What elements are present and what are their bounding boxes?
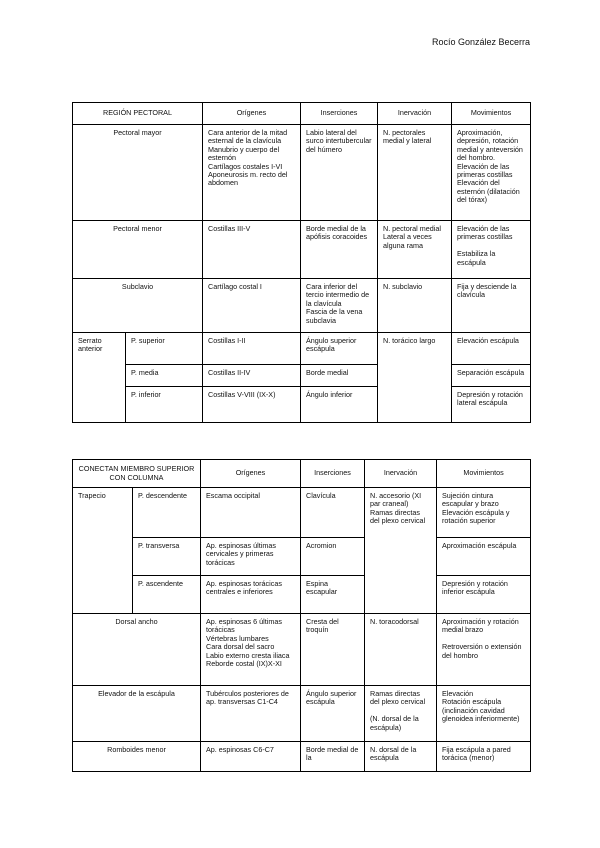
table-row [73,488,531,538]
table-row [73,614,531,686]
pectoral-region-table [72,102,531,423]
table-row [73,387,531,423]
insercion-cell: Ángulo superior escápula [301,686,365,742]
movimiento-cell: Elevación Rotación escápula (inclinación cavidad glenoidea inferiormente) [437,686,531,742]
header-origenes: Orígenes [203,103,301,125]
insercion-cell: Borde medial de la apófisis coracoides [301,221,378,279]
insercion-cell: Espina escapular [301,576,365,614]
insercion-cell: Ángulo superior escápula [301,333,378,365]
movimiento-cell: Elevación de las primeras costillas Estabiliza la escápula [452,221,531,279]
movimiento-cell: Separación escápula [452,365,531,387]
muscle-name: Pectoral menor [73,221,203,279]
part-name: P. superior [126,333,203,365]
muscle-name: Pectoral mayor [73,125,203,221]
origen-cell: Ap. espinosas C6-C7 [201,742,301,772]
header-inserciones: Inserciones [301,460,365,488]
author-name: Rocío González Becerra [431,37,530,47]
movimiento-cell: Aproximación, depresión, rotación medial y anteversión del hombro. Elevación de las primeras costillas Elevación del esternón (dilatación del tórax) [452,125,531,221]
muscle-name: Subclavio [73,279,203,333]
inervacion-cell: Ramas directas del plexo cervical (N. dorsal de la escápula) [365,686,437,742]
inervacion-cell: N. toracodorsal [365,614,437,686]
table-row [73,365,531,387]
header-inervacion: Inervación [365,460,437,488]
part-name: P. inferior [126,387,203,423]
movimiento-cell: Fija escápula a pared torácica (menor) [437,742,531,772]
origen-cell: Costillas II-IV [203,365,301,387]
insercion-cell: Ángulo inferior [301,387,378,423]
header-region: REGIÓN PECTORAL [73,103,203,125]
upper-limb-column-table [72,459,531,772]
movimiento-cell: Aproximación escápula [437,538,531,576]
part-name: P. transversa [133,538,201,576]
origen-cell: Ap. espinosas torácicas centrales e inferiores [201,576,301,614]
movimiento-cell: Aproximación y rotación medial brazo Retroversión o extensión del hombro [437,614,531,686]
movimiento-cell: Depresión y rotación lateral escápula [452,387,531,423]
origen-cell: Tubérculos posteriores de ap. transversas C1-C4 [201,686,301,742]
header-origenes: Orígenes [201,460,301,488]
insercion-cell: Cara inferior del tercio intermedio de la clavícula Fascia de la vena subclavia [301,279,378,333]
header-inserciones: Inserciones [301,103,378,125]
insercion-cell: Acromion [301,538,365,576]
inervacion-cell: N. subclavio [378,279,452,333]
table-row [73,686,531,742]
inervacion-cell: N. accesorio (XI par craneal) Ramas directas del plexo cervical [365,488,437,614]
header-inervacion: Inervación [378,103,452,125]
muscle-name: Serrato anterior [73,333,126,423]
header-movimientos: Movimientos [437,460,531,488]
inervacion-cell: N. dorsal de la escápula [365,742,437,772]
table-row [73,576,531,614]
muscle-name: Dorsal ancho [73,614,201,686]
part-name: P. ascendente [133,576,201,614]
table-header-row [73,103,531,125]
table-header-row [73,460,531,488]
insercion-cell: Borde medial de la [301,742,365,772]
part-name: P. media [126,365,203,387]
muscle-name: Elevador de la escápula [73,686,201,742]
origen-cell: Ap. espinosas 6 últimas torácicas Vértebras lumbares Cara dorsal del sacro Labio externo cresta iliaca Reborde costal (IX)X-XI [201,614,301,686]
origen-cell: Cartílago costal I [203,279,301,333]
origen-cell: Ap. espinosas últimas cervicales y primeras torácicas [201,538,301,576]
movimiento-cell: Elevación escápula [452,333,531,365]
insercion-cell: Labio lateral del surco intertubercular del húmero [301,125,378,221]
inervacion-cell: N. torácico largo [378,333,452,423]
part-name: P. descendente [133,488,201,538]
table-row [73,125,531,221]
origen-cell: Escama occipital [201,488,301,538]
inervacion-cell: N. pectoral medial Lateral a veces alguna rama [378,221,452,279]
movimiento-cell: Sujeción cintura escapular y brazo Elevación escápula y rotación superior [437,488,531,538]
table-row [73,538,531,576]
muscle-name: Trapecio [73,488,133,614]
header-movimientos: Movimientos [452,103,531,125]
table-row [73,279,531,333]
table-row [73,221,531,279]
table-row [73,333,531,365]
muscle-name: Romboides menor [73,742,201,772]
header-region: CONECTAN MIEMBRO SUPERIOR CON COLUMNA [73,460,201,488]
inervacion-cell: N. pectorales medial y lateral [378,125,452,221]
origen-cell: Costillas I-II [203,333,301,365]
movimiento-cell: Fija y desciende la clavícula [452,279,531,333]
origen-cell: Costillas V-VIII (IX-X) [203,387,301,423]
table-row [73,742,531,772]
movimiento-cell: Depresión y rotación inferior escápula [437,576,531,614]
insercion-cell: Clavícula [301,488,365,538]
insercion-cell: Cresta del troquín [301,614,365,686]
origen-cell: Cara anterior de la mitad esternal de la clavícula Manubrio y cuerpo del esternón Cartílagos costales I-VI Aponeurosis m. recto del abdomen [203,125,301,221]
origen-cell: Costillas III-V [203,221,301,279]
insercion-cell: Borde medial [301,365,378,387]
